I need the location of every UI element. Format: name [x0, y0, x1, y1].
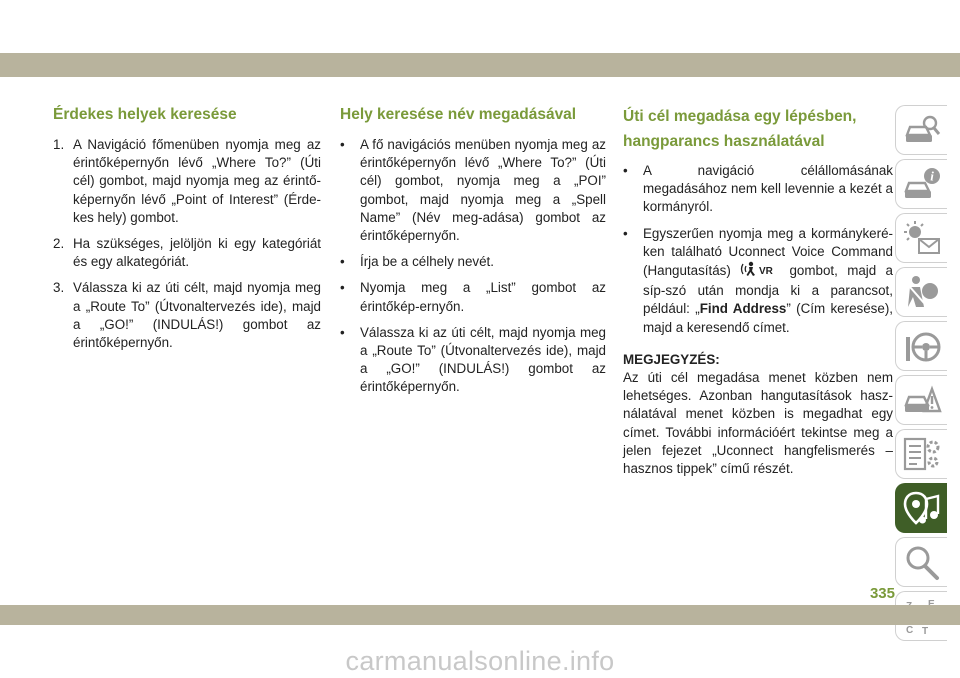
- item-text: Egyszerűen nyomja meg a kormánykeré-ken található Uconnect Voice Command (Hangutasítás): [643, 225, 893, 279]
- tab-getting-to-know[interactable]: [895, 105, 947, 155]
- multimedia-music-icon: [902, 489, 942, 529]
- item-text: Válassza ki az úti célt, majd nyomja meg a „Route To” (Útvonaltervezés ide), majd a „GO!” (INDULÁS!) gombot az érintőképernyőn.: [73, 280, 321, 351]
- column-points-of-interest: [53, 104, 321, 360]
- item-text: A fő navigációs menüben nyomja meg az érintőképernyőn lévő „Where To?” (Úti cél) gombot, nyomja meg a „POI” gombot, majd nyomja meg a „Spell Name” (Név meg-adása) gombot az érintőképernyőn.: [360, 137, 606, 244]
- svg-text:i: i: [930, 168, 934, 184]
- section-title: Érdekes helyek keresése: [53, 106, 237, 123]
- index-letter: C: [906, 625, 914, 636]
- checklist-gears-icon: [902, 435, 942, 475]
- tab-vehicle-info[interactable]: [895, 159, 947, 209]
- tab-multimedia[interactable]: [895, 483, 947, 533]
- item-number: 3.: [53, 280, 65, 296]
- index-letter: T: [922, 626, 929, 637]
- bullet: •: [623, 163, 628, 178]
- item-text: A Navigáció főmenüben nyomja meg az érintőképernyőn lévő „Where To?” (Úti cél) gombot, majd nyomja meg az érintő-képernyőn lévő „Point of Interest” (Érde-kes hely) gombot.: [73, 137, 321, 225]
- item-text: Válassza ki az úti célt, majd nyomja meg a „Route To” (Útvonaltervezés ide), majd a „GO!” (INDULÁS!) gombot az érintőképernyőn.: [360, 324, 606, 395]
- list-item: [340, 253, 606, 271]
- tab-warning-lights[interactable]: [895, 213, 947, 263]
- bullet: •: [340, 324, 345, 340]
- chapter-tabs: [895, 105, 947, 645]
- tab-starting-operating[interactable]: [895, 321, 947, 371]
- car-search-icon: [902, 111, 942, 151]
- list-item: [53, 136, 321, 227]
- item-text: ” (Cím keresése), majd a keresendő címet.: [643, 301, 893, 335]
- item-text: Ha szükséges, jelöljön ki egy kategóriát és egy alkategóriát.: [73, 236, 321, 270]
- warning-triangle-car-icon: [902, 381, 942, 421]
- column-spell-name: [340, 104, 606, 405]
- bullet: •: [623, 225, 628, 241]
- bullet: •: [340, 280, 345, 296]
- bullet: •: [340, 254, 345, 270]
- item-number: 1.: [53, 137, 65, 152]
- item-text: gombot, majd a síp-szó után mondja ki a parancsot, például: „: [643, 263, 893, 317]
- note-body: Az úti cél megadása menet közben nem lehetséges. Azonban hangutasítások hasz-nálatával menet közben is megadhat egy címet. További információért tekintse meg a jelen fejezet „Uconnect hangfelismerés – hasznos tippek” című részét.: [623, 370, 893, 477]
- list-item: [53, 279, 321, 352]
- list-item: [53, 235, 321, 271]
- page-number: 335: [869, 585, 895, 602]
- item-bold: Find Address: [699, 301, 787, 317]
- list-item: [340, 324, 606, 397]
- column-one-step-destination: [623, 104, 893, 478]
- watermark: carmanualsonline.info: [345, 646, 615, 676]
- vr-label: VR: [759, 266, 774, 278]
- car-info-icon: [902, 165, 942, 205]
- item-number: 2.: [53, 236, 65, 252]
- list-item: [623, 162, 893, 217]
- item-text: Írja be a célhely nevét.: [360, 254, 494, 270]
- tab-in-case-of-emergency[interactable]: [895, 375, 947, 425]
- warning-light-mail-icon: [902, 219, 942, 259]
- seatbelt-airbag-icon: [902, 273, 942, 313]
- section-title: Úti cél megadása egy lépésben, hangparancs használatával: [623, 108, 857, 150]
- list-item: [340, 279, 606, 315]
- magnifier-icon: [902, 543, 942, 583]
- tab-servicing-maintenance[interactable]: [895, 429, 947, 479]
- list-item: [623, 225, 893, 337]
- note-title: MEGJEGYZÉS:: [623, 351, 720, 367]
- tab-safety[interactable]: [895, 267, 947, 317]
- header-band: [0, 53, 960, 77]
- bullet: •: [340, 137, 345, 152]
- section-title: Hely keresése név megadásával: [340, 106, 577, 123]
- footer-band: [0, 605, 960, 625]
- item-text: A navigáció célállomásának megadásához nem kell levennie a kezét a kormányról.: [643, 163, 893, 215]
- list-item: [340, 136, 606, 245]
- voice-recognition-icon: [740, 261, 780, 282]
- tab-technical-specifications[interactable]: [895, 537, 947, 587]
- steering-wheel-icon: [902, 327, 942, 367]
- item-text: Nyomja meg a „List” gombot az érintőkép-ernyőn.: [360, 280, 606, 314]
